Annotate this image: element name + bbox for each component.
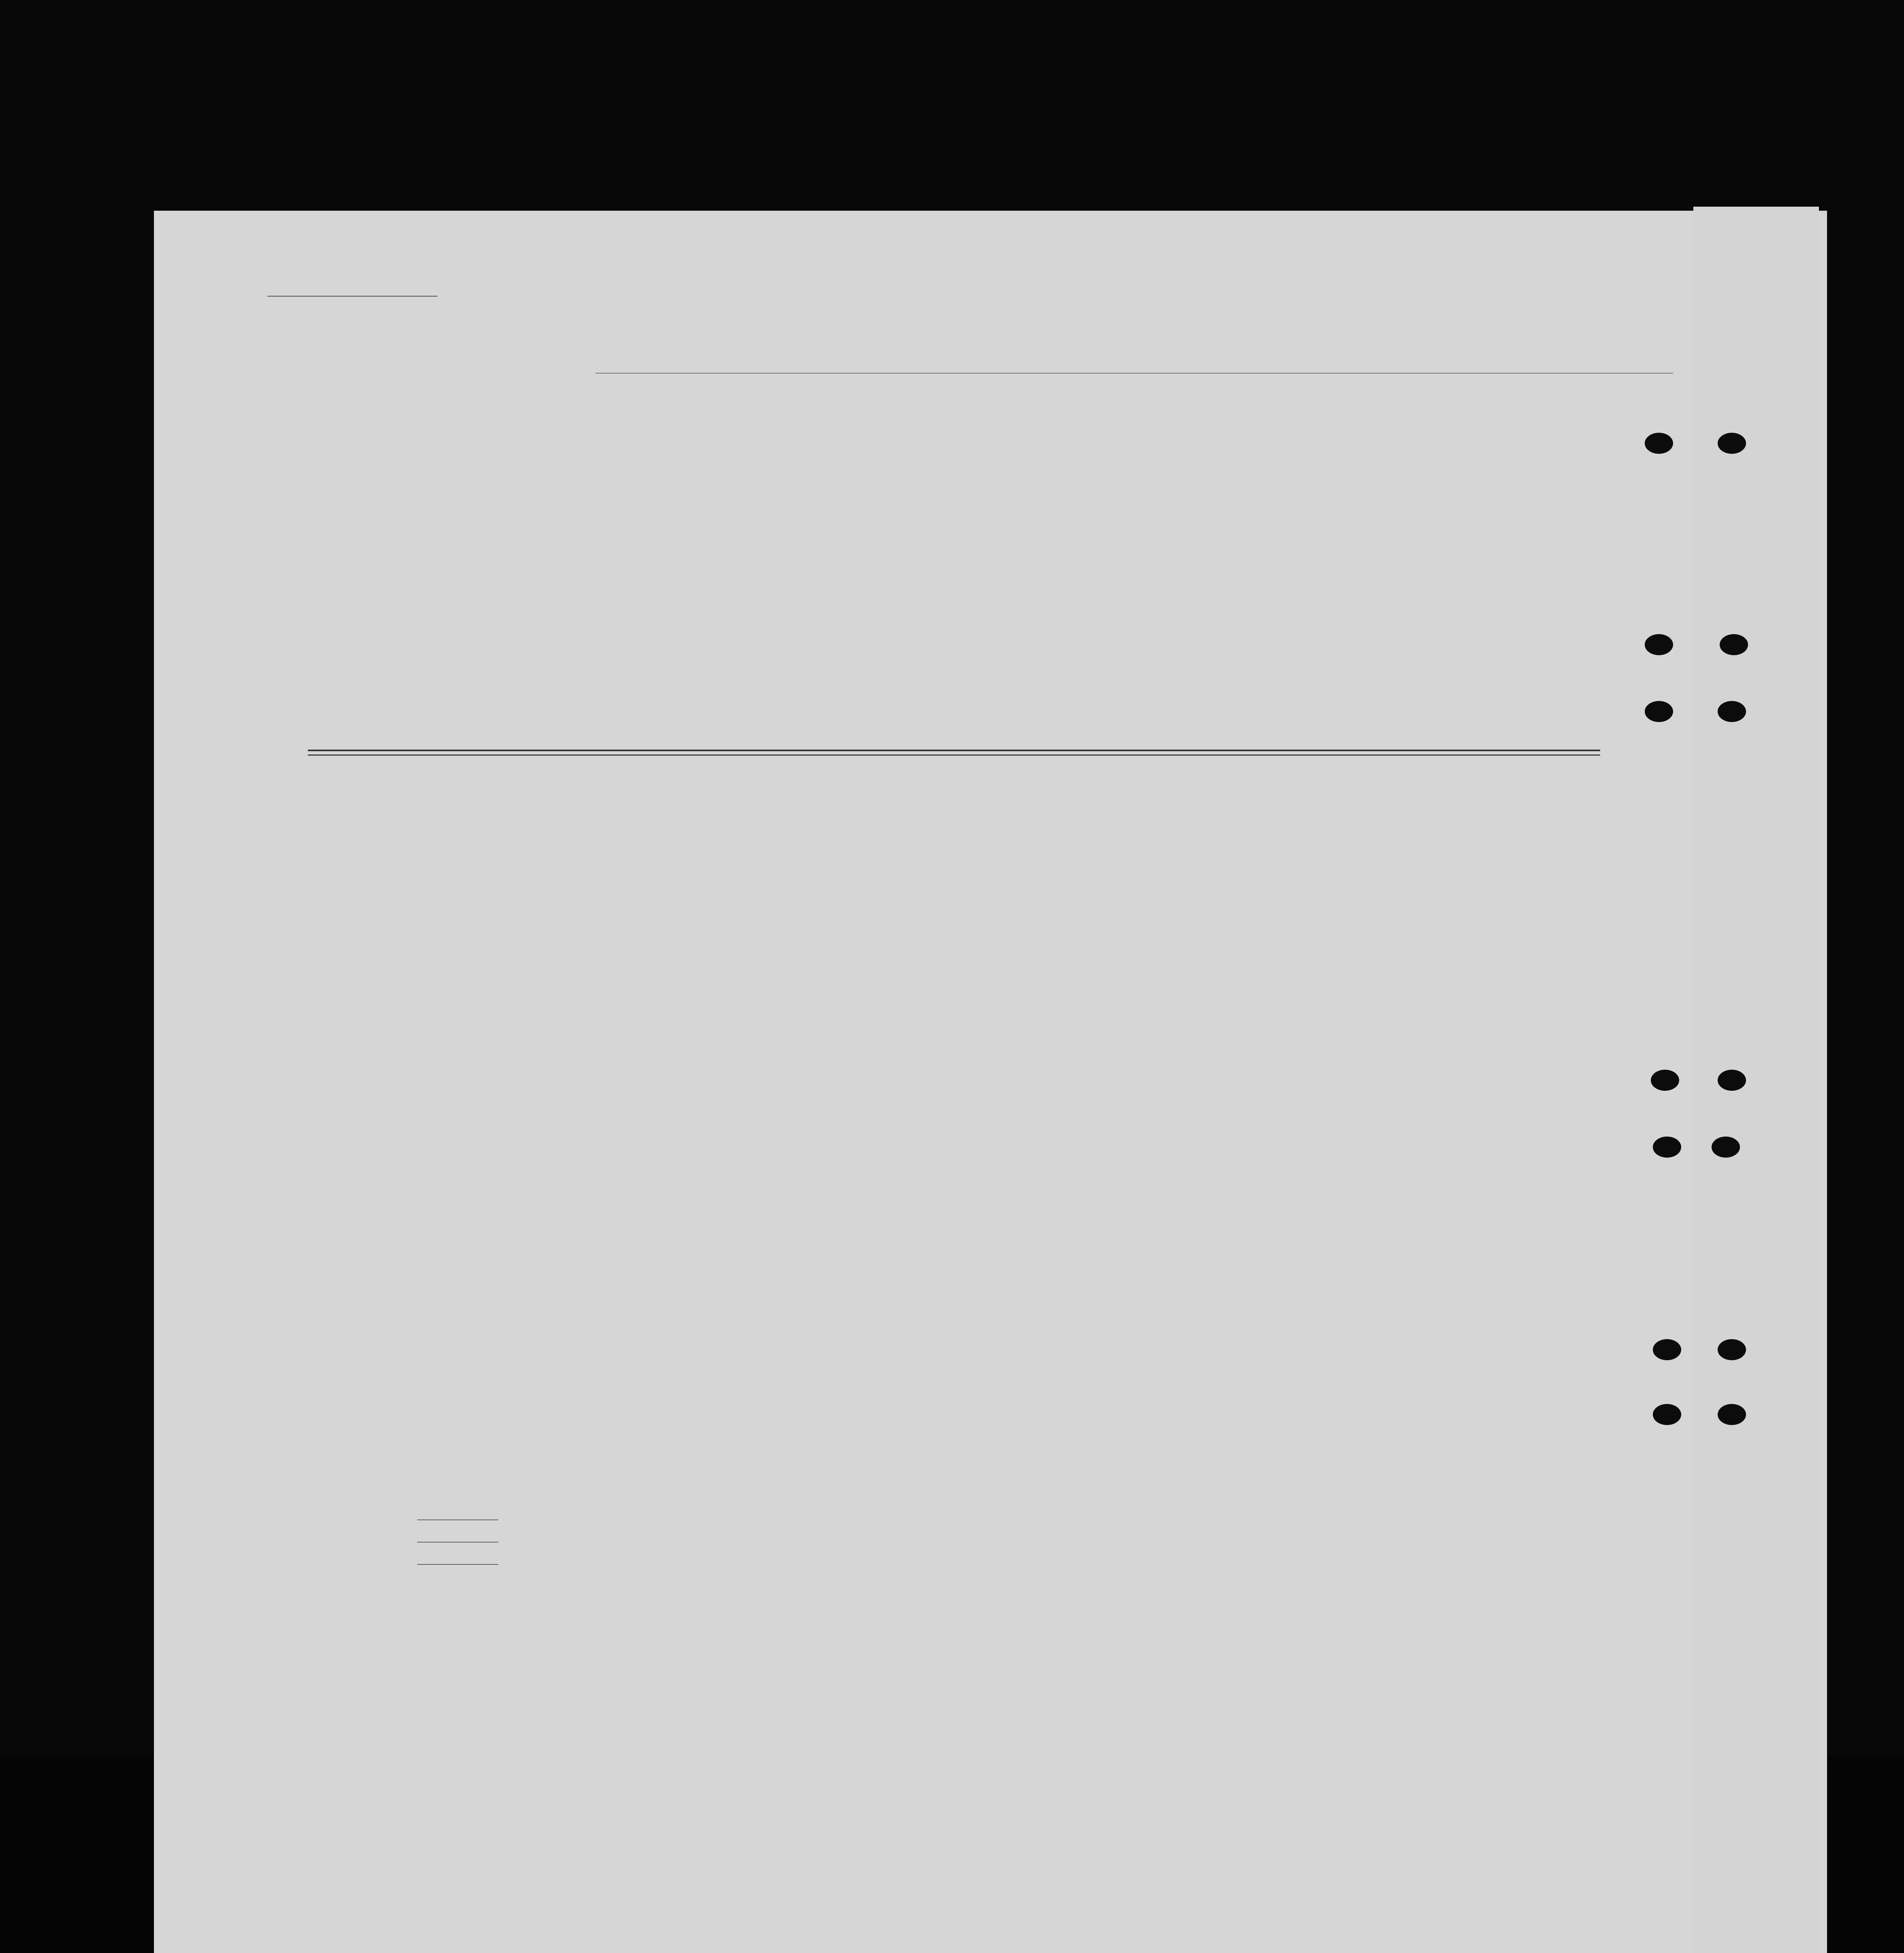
punch-hole bbox=[1653, 1137, 1681, 1158]
next-sheet-edge bbox=[1693, 207, 1819, 1953]
line-7-strikethrough-2 bbox=[308, 754, 1600, 756]
punch-hole bbox=[1720, 634, 1748, 655]
punch-hole bbox=[1718, 1404, 1746, 1425]
punch-hole bbox=[1653, 1404, 1681, 1425]
punch-hole bbox=[1645, 433, 1673, 454]
punch-hole bbox=[1712, 1137, 1740, 1158]
punch-hole bbox=[1718, 1339, 1746, 1360]
manifest-sheet bbox=[154, 211, 1827, 1953]
punch-hole bbox=[1718, 1070, 1746, 1091]
punch-hole bbox=[1645, 634, 1673, 655]
punch-hole bbox=[1653, 1339, 1681, 1360]
punch-hole bbox=[1645, 701, 1673, 722]
punch-hole bbox=[1718, 701, 1746, 722]
line-7-strikethrough bbox=[308, 750, 1600, 751]
punch-hole bbox=[1651, 1070, 1679, 1091]
punch-hole bbox=[1718, 433, 1746, 454]
